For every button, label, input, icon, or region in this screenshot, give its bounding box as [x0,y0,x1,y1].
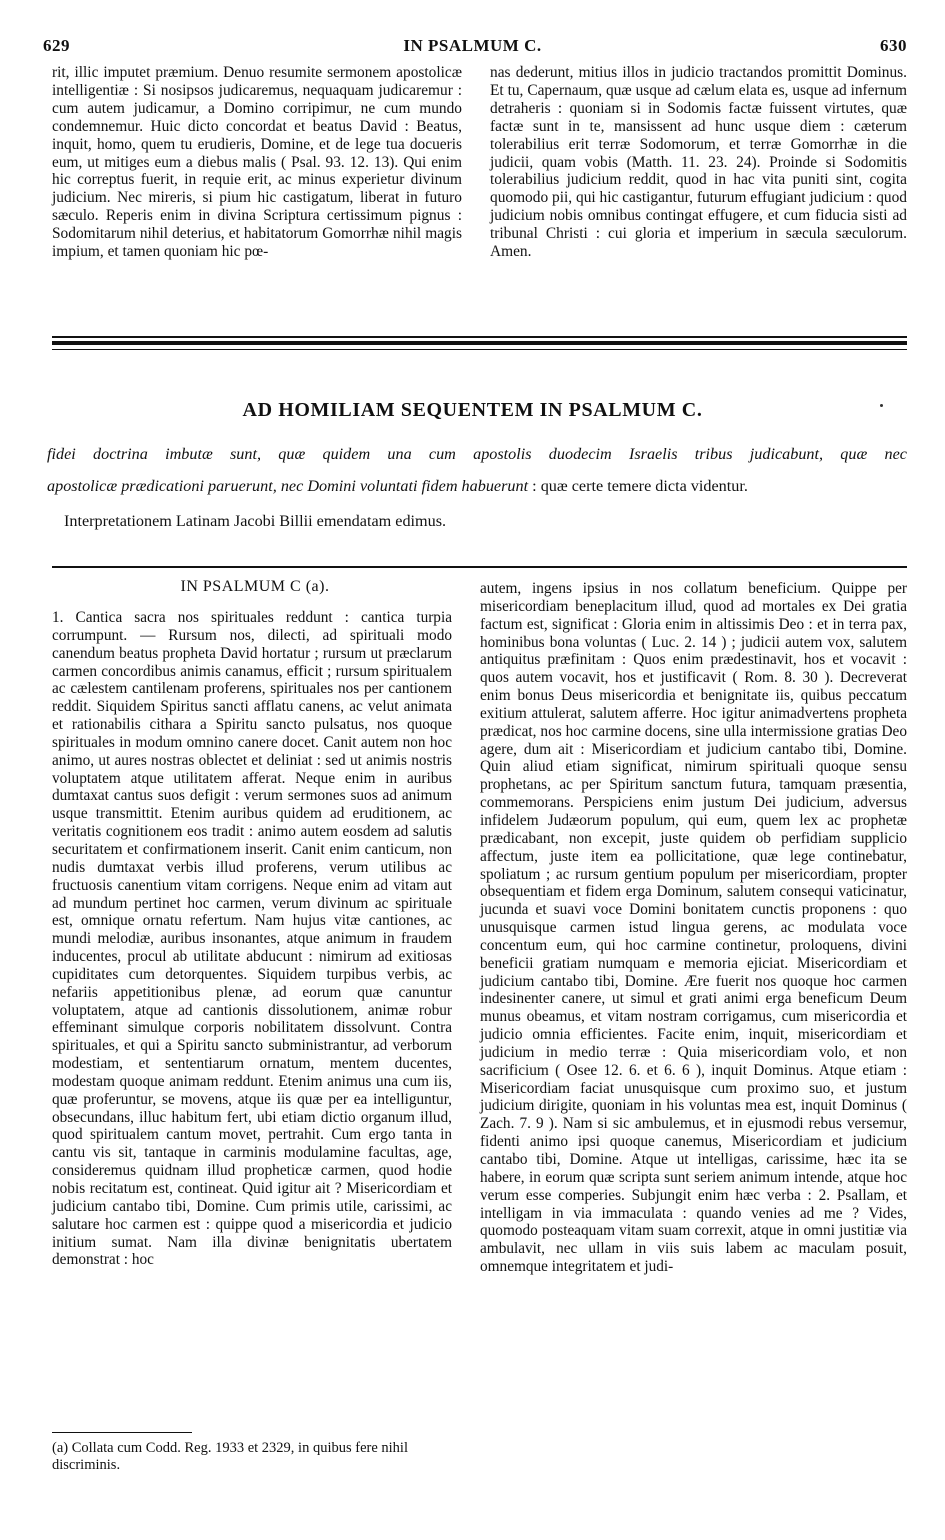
intro-line-1: fidei doctrina imbutæ sunt, quæ quidem una cum apostolis duodecim Israelis tribus judicabunt, quæ nec [47,445,907,463]
intro-line-2 [47,477,907,496]
page-number-left: 629 [43,36,70,55]
ink-speck [880,404,883,407]
bottom-left-column [52,609,452,1269]
top-right-text: nas dederunt, mitius illos in judicio tractandos promittit Dominus. Et tu, Capernaum, quæ usque ad cælum elata es, usque ad infernum detraheris : quoniam si in Sodomis factæ fuissent virtutes, quæ factæ sunt in te, mansissent ad hunc usque diem : cæterum tolerabilius erit terræ Sodomorum, et terræ Gomorrhæ in die judicii, quam vobis (Matth. 11. 23. 24). Proinde si Sodomitis tolerabilius judicium reddit, quod in hac vita puniti sint, cogita quomodo pii, qui hic castigantur, futurum effugiant judicium : quod judicium nobis omnibus contingat effugere, et cum fiducia sisti ad tribunal Christi : cui gloria et imperium in sæcula sæculorum. Amen. [490,64,907,261]
intro-line-3: Interpretationem Latinam Jacobi Billii emendatam edimus. [64,512,447,530]
left-column-text: 1. Cantica sacra nos spirituales reddunt : cantica turpia corrumpunt. — Rursum nos, dilecti, ad spirituali modo canendum beatus propheta David hortatur ; rursum ut præclarum carmen concordibus animis canamus, efficit ; rursum spiritualem ac cælestem cantilenam proferens, spirituales nos per cantionem reddit. Siquidem Spiritus sancti afflatu canens, ac velut animata et rationabilis cithara a Spiritu sancto pulsatus, nos quoque spirituales in modum omnino canere docet. Canit autem non hoc animo, ut aures nostras oblectet et deliniat : sed ut animis nostris voluptatem atque utilitatem afferat. Neque enim in auribus dumtaxat cantus suos defigit : verum sermones suos ad animum usque transmittit. Etenim auribus quidem ad eruditionem, ac veritatis cognitionem eos tradit : animo autem eosdem ad salutis securitatem et confirmationem inserit. Canit enim canticum, non nudis dumtaxat verbis illud proferens, verum utilibus ac fructuosis canentium vitam corrigens. Neque enim ad vitam aut ad mundum pertinet hoc carmen, verum divinum ac spirituale est, omnique ornatu refertum. Nam hujus vitæ cantiones, ac mundi melodiæ, auribus insonantes, atque animum in fraudem inducentes, procul ab utilitate abducunt : nimirum ad exitiosas cupiditates cum detorquentes. Siquidem turpibus verbis, ac nefariis appetitionibus plenæ, ad eorum quæ canuntur voluptatem, atque ad cantionis dissolutionem, animæ robur effeminant simulque corporis nobilitatem dissolvunt. Contra spirituales, et qui a Spiritu sancto subministrantur, ad verborum modestiam, et sententiarum ornatum, mentem ducentes, modestam quoque animam reddunt. Etenim animus una cum iis, quæ proferuntur, se movens, atque iis quæ per ea intelliguntur, obsecundans, illuc habitum fert, ubi etiam dictio organum illud, quod spiritualem cantum movet, pertrahit. Cum ergo tanta in cantu vis sit, tantaque in carminis modulamine facultas, age, consideremus quidnam illud propheticæ carmen, quod hodie nobis recitatum est, contineat. Quid igitur ait ? Misericordiam et judicium cantabo tibi, Domine. Cum primis utile, carissimi, ac salutare hoc carmen est : quippe quod a misericordia et judicio initium sumat. Nam illa divinæ benignitatis ubertatem demonstrat : hoc [52,609,452,1269]
divider-thin [52,349,907,350]
divider-thick [52,341,907,345]
top-left-text: rit, illic imputet præmium. Denuo resumite sermonem apostolicæ intelligentiæ : Si nosipsos judicaremus, nequaquam judicaremur : cum autem judicamur, a Domino corripimur, ne cum mundo condemnemur. Huic dicto concordat et beatus David : Beatus, inquit, homo, quem tu erudieris, Domine, et de lege tua docueris eum, ut mitiges eum a diebus malis ( Psal. 93. 12. 13). Qui enim hic correptus fuerit, in requie erit, ac minus experietur divinum judicium. Nec mireris, si pium hic castigatum, liberat in futuro sæculo. Reperis enim in divina Scriptura certissimum pignus : Sodomitarum nihil deterius, et habitatorum Gomorrhæ nihil magis impium, et tamen quoniam hic pœ- [52,64,462,261]
intro-line-2-italic: apostolicæ prædicationi paruerunt, nec Domini voluntati fidem habuerunt [47,477,529,495]
divider-top [52,336,907,338]
top-left-column [52,64,462,261]
section-title: AD HOMILIAM SEQUENTEM IN PSALMUM C. [242,399,703,421]
footnote: (a) Collata cum Codd. Reg. 1933 et 2329, in quibus fere nihil discriminis. [52,1440,408,1473]
page-number-right: 630 [880,36,907,55]
footnote-rule [52,1432,192,1433]
bottom-right-column [480,580,907,1276]
top-right-column [490,64,907,261]
running-title: IN PSALMUM C. [403,36,542,55]
divider-mid [52,566,907,568]
left-column-heading: IN PSALMUM C (a). [180,578,330,595]
right-column-text: autem, ingens ipsius in nos collatum beneficium. Quippe per misericordiam beneplacitum illud, quod ad mortales ex Dei gratia factum est, significat : Gloria enim in altissimis Deo : et in terra pax, hominibus bona voluntas ( Luc. 2. 14 ) ; judicii autem vox, salutem antiquitus præfinitam : Quos enim prædestinavit, hos et vocavit : quos autem vocavit, hos et justificavit ( Rom. 8. 30 ). Decreverat enim bonus Deus misericordia et benignitate iis, quibus peccatum exitium attulerat, salutem afferre. Hoc igitur animadvertens propheta prædicat, nos hoc carmine docens, sine ulla intermissione gratias Deo agere, dum ait : Misericordiam et judicium cantabo tibi, Domine. Quin aliud etiam significat, nimirum spirituali quoque sensu prophetans, ac per Spiritum sanctum futura, tamquam præsentia, commemorans. Perspiciens enim justum Dei judicium, adversus infidelem Judæorum populum, qui eum, quem lex ac prophetæ prædicabant, non excepit, juste quidem ob perfidiam supplicio affectum, juste item ea pollicitatione, quæ lege continebatur, spoliatum ; ac rursum gentium populum per misericordiam, propter obsequentiam et fidem erga Dominum, salutem consequi vaticinatur, jucunda et suavi voce Domini bonitatem cunctis proponens : quo unusquisque carmen istud lingua gerens, ac modulata voce concentum eum, qui hoc carmine continetur, proloquens, divini beneficii gratiam numquam e memoria ejiciat. Misericordiam et judicium cantabo tibi, Domine. Ære fuerit nos quoque hoc carmen indesinenter canere, ut simul et grati animi erga beneficum Deum munus obeamus, et vitam nostram corrigamus, cum misericordia et judicio omnia efficientes. Facite enim, inquit, misericordiam et judicium in medio terræ : Quia misericordiam volo, et non sacrificium ( Osee 12. 6. et 6. 6 ), inquit Dominus. Atque etiam : Misericordiam faciat unusquisque cum proximo suo, et justum judicium dirigite, quoniam in his voluntas mea est, inquit Dominus ( Zach. 7. 9 ). Nam si sic ambulemus, et in ejusmodi rebus versemur, fidenti animo ipsi quoque canemus, Misericordiam et judicium cantabo tibi, Domine. Atque ut intelligas, carissime, hæc ita se habere, in eorum quæ scripta sunt seriem animum intende, atque hoc verum esse comperies. Subjungit enim hæc verba : 2. Psallam, et intelligam in via immaculata : quando venies ad me ? Vides, quomodo posteaquam vitam suam correxit, atque in omni justitiæ via ambulavit, nec ullam in viis suis labem ac maculam posuit, omnemque integritatem et judi- [480,580,907,1276]
intro-line-2-rest: : quæ certe temere dicta videntur. [528,477,748,495]
